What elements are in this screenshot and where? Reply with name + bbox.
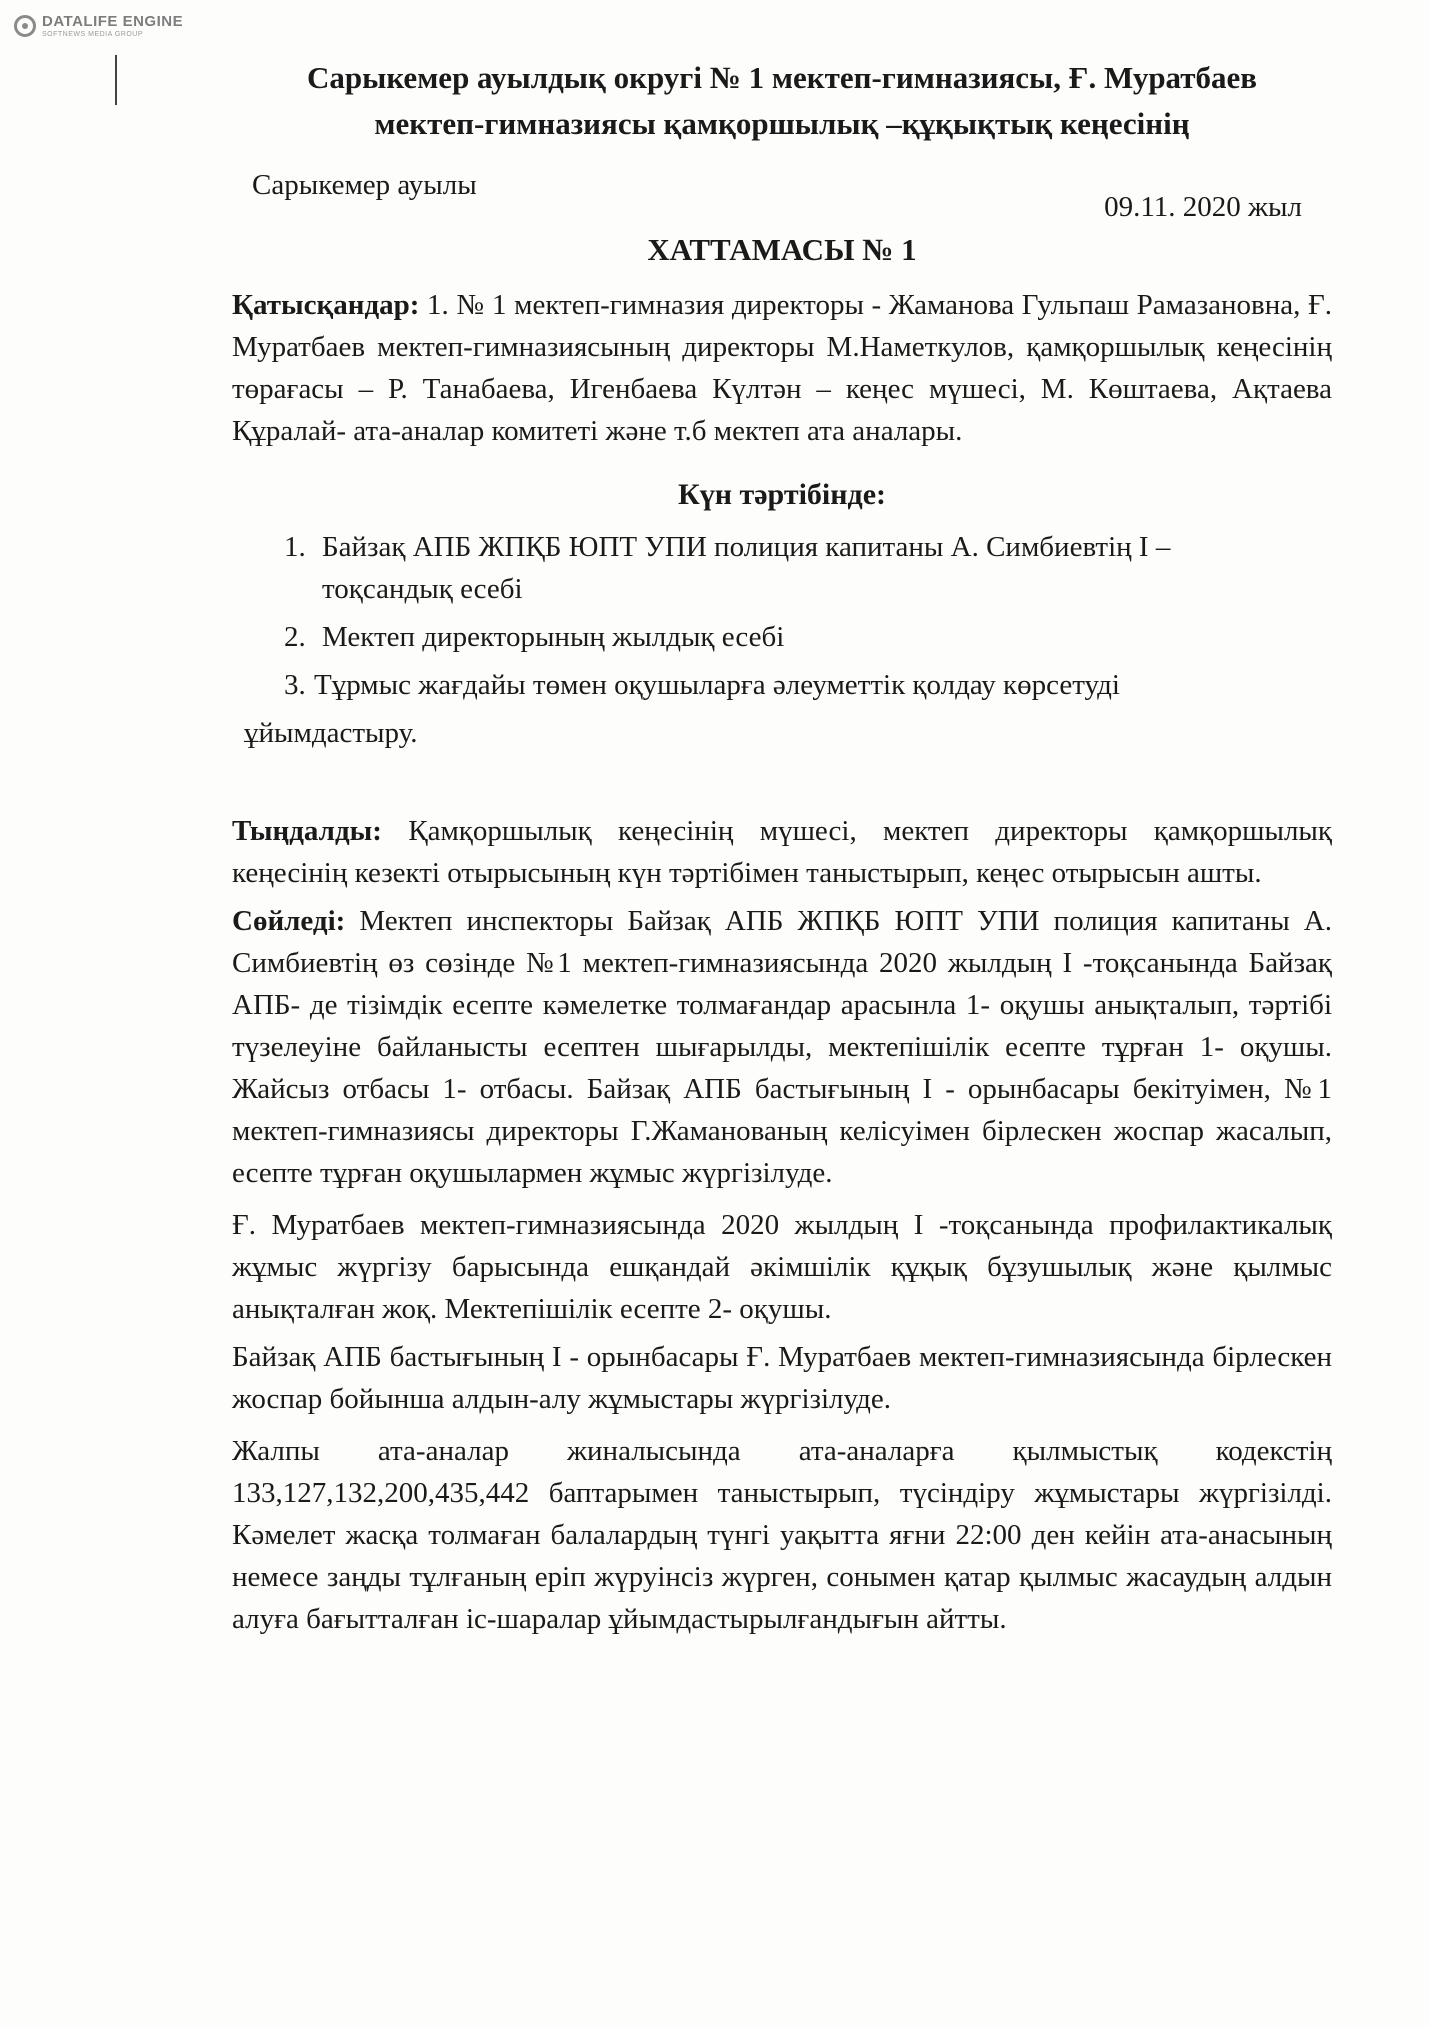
participants-text: 1. № 1 мектеп-гимназия директоры - Жаманова Гульпаш Рамазановна, Ғ. Муратбаев мектеп-гимназиясының директоры М.Наметкулов, қамқоршылық кеңесінің төрағасы – Р. Танабаева, Игенбаева Күлтән – кеңес мүшесі, М. Көштаева, Ақтаева Құралай- ата-аналар комитеті және т.б мектеп ата аналары.	[232, 289, 1332, 447]
body-paragraph: Байзақ АПБ бастығының І - орынбасары Ғ. Муратбаев мектеп-гимназиясында бірлескен жоспар бойынша алдын-алу жұмыстары жүргізілуде.	[232, 1341, 1332, 1415]
document-title	[232, 55, 1332, 147]
participants-paragraph	[232, 284, 1332, 452]
agenda-item-continuation: тоқсандық есебі	[322, 573, 523, 605]
agenda-list	[232, 526, 1332, 754]
meta-row	[232, 169, 1332, 224]
listened-paragraph	[232, 810, 1332, 894]
title-line-2: мектеп-гимназиясы қамқоршылық –құқықтық кеңесінің	[374, 106, 1190, 141]
body-paragraph: Жалпы ата-аналар жиналысында ата-аналарға қылмыстық кодекстің 133,127,132,200,435,442 баптарымен таныстырып, түсіндіру жұмыстары жүргізілді. Кәмелет жасқа толмаған балалардың түнгі уақытта яғни 22:00 ден кейін ата-анасының немесе заңды тұлғаның еріп жүруінсіз жүрген, сонымен қатар қылмыс жасаудың алдын алуға бағытталған іс-шаралар ұйымдастырылғандығын айтты.	[232, 1435, 1332, 1635]
document-date: 09.11. 2020 жыл	[1104, 191, 1302, 223]
agenda-heading: Күн тәртібінде:	[677, 478, 887, 511]
spoke-paragraph	[232, 900, 1332, 1194]
agenda-item	[232, 616, 1332, 658]
listened-label: Тыңдалды:	[232, 815, 382, 847]
agenda-item-text: Байзақ АПБ ЖПҚБ ЮПТ УПИ полиция капитаны А. Симбиевтің І –	[322, 531, 1171, 563]
spoke-text: Мектеп инспекторы Байзақ АПБ ЖПҚБ ЮПТ УПИ полиция капитаны А. Симбиевтің өз сөзінде №1 мектеп-гимназиясында 2020 жылдың І -тоқсанында Байзақ АПБ- де тізімдік есепте кәмелетке толмағандар арасынла 1- оқушы анықталып, тәртібі түзелеуіне байланысты есептен шығарылды, мектепішілік есепте тұрған 1- оқушы. Жайсыз отбасы 1- отбасы. Байзақ АПБ бастығының І - орынбасары бекітуімен, №1 мектеп-гимназиясы директоры Г.Жаманованың келісуімен бірлескен жоспар жасалып, есепте тұрған оқушылармен жұмыс жүргізілуде.	[232, 905, 1332, 1189]
agenda-item-text: Мектеп директорының жылдық есебі	[322, 621, 785, 653]
spoke-label: Сөйледі:	[232, 905, 346, 937]
place-name: Сарыкемер ауылы	[252, 169, 477, 201]
watermark	[14, 14, 183, 38]
agenda-item-text: Тұрмыс жағдайы төмен оқушыларға әлеуметтік қолдау көрсетуді	[314, 669, 1120, 701]
agenda-item-number: 2.	[284, 621, 306, 653]
title-line-1: Сарыкемер ауылдық округі № 1 мектеп-гимназиясы, Ғ. Муратбаев	[307, 60, 1257, 95]
watermark-subtitle: SOFTNEWS MEDIA GROUP	[42, 31, 144, 38]
participants-label: Қатысқандар:	[232, 289, 420, 321]
protocol-heading: ХАТТАМАСЫ № 1	[647, 232, 917, 267]
watermark-title: DATALIFE ENGINE	[42, 13, 184, 30]
body-paragraph: Ғ. Муратбаев мектеп-гимназиясында 2020 жылдың І -тоқсанында профилактикалық жұмыс жүргізу барысында ешқандай әкімшілік құқық бұзушылық және қылмыс анықталған жоқ. Мектепішілік есепте 2- оқушы.	[232, 1209, 1332, 1325]
agenda-item-number: 3.	[284, 669, 306, 701]
watermark-logo-icon	[14, 15, 36, 37]
document-page	[232, 55, 1332, 1640]
agenda-item-continuation: ұйымдастыру.	[244, 717, 418, 749]
listened-text: Қамқоршылық кеңесінің мүшесі, мектеп директоры қамқоршылық кеңесінің кезекті отырысының күн тәртібімен таныстырып, кеңес отырысын ашты.	[232, 815, 1332, 889]
agenda-item-number: 1.	[284, 531, 306, 563]
agenda-item	[232, 526, 1332, 610]
scan-margin-mark	[115, 55, 117, 105]
agenda-item	[232, 664, 1332, 706]
